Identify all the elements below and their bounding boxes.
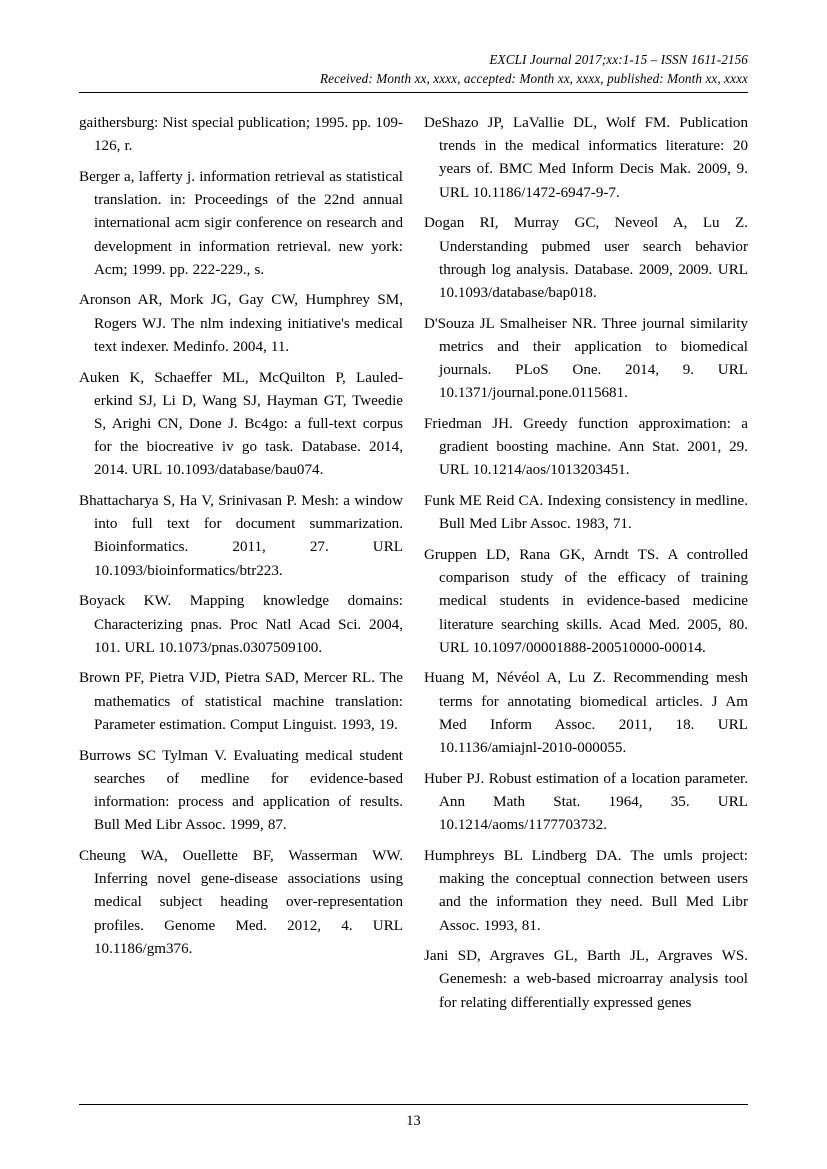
reference-entry: Boyack KW. Mapping knowledge domains: Characterizing pnas. Proc Natl Acad Sci. 2004, 101. URL 10.1073/pnas.0307509100. xyxy=(79,593,403,656)
right-column xyxy=(424,112,748,1087)
reference-entry: Aronson AR, Mork JG, Gay CW, Humphrey SM, Rogers WJ. The nlm indexing initiative's medical text indexer. Medinfo. 2004, 11. xyxy=(79,292,403,355)
reference-entry: Friedman JH. Greedy function approximation: a gradient boosting machine. Ann Stat. 2001, 29. URL 10.1214/aos/1013203451. xyxy=(424,415,748,479)
publication-dates-line: Received: Month xx, xxxx, accepted: Month xx, xxxx, published: Month xx, xxxx xyxy=(320,71,748,86)
journal-citation-line: EXCLI Journal 2017;xx:1-15 – ISSN 1611-2156 xyxy=(489,52,748,67)
reference-entry: Bhattacharya S, Ha V, Srinivasan P. Mesh: a window into full text for document summarization. Bioinformatics. 2011, 27. URL 10.1093/bioinformatics/btr223. xyxy=(79,493,403,579)
reference-entry: Gruppen LD, Rana GK, Arndt TS. A controlled comparison study of the efficacy of training medical students in evidence-based medicine literature searching skills. Acad Med. 2005, 80. URL 10.1097/00001888-200510000-00014. xyxy=(424,546,748,656)
reference-entry: Huber PJ. Robust estimation of a location parameter. Ann Math Stat. 1964, 35. URL 10.1214/aoms/1177703732. xyxy=(424,770,748,834)
reference-entry: DeShazo JP, LaVallie DL, Wolf FM. Publication trends in the medical informatics literature: 20 years of. BMC Med Inform Decis Mak. 2009, 9. URL 10.1186/1472-6947-9-7. xyxy=(424,115,748,201)
reference-entry: Funk ME Reid CA. Indexing consistency in medline. Bull Med Libr Assoc. 1983, 71. xyxy=(424,493,748,533)
reference-entry: gaithersburg: Nist special publication; 1995. pp. 109-126, r. xyxy=(79,115,403,155)
reference-entry: Berger a, lafferty j. information retrieval as statistical translation. in: Proceedings of the 22nd annual international acm sigir conference on research and development in information retrieval. new york: Acm; 1999. pp. 222-229., s. xyxy=(79,168,403,278)
reference-entry: Brown PF, Pietra VJD, Pietra SAD, Mercer RL. The mathematics of statistical machine translation: Parameter estimation. Comput Linguist. 1993, 19. xyxy=(79,670,403,733)
header-divider-rule xyxy=(79,92,748,93)
reference-entry: Auken K, Schaeffer ML, McQuilton P, Lauled-erkind SJ, Li D, Wang SJ, Hayman GT, Tweedie S, Arighi CN, Done J. Bc4go: a full-text corpus for the biocreative iv go task. Database. 2014, 2014. URL 10.1093/database/bau074. xyxy=(79,369,403,479)
reference-entry: Jani SD, Argraves GL, Barth JL, Argraves WS. Genemesh: a web-based microarray analysis tool for relating differentially expressed genes xyxy=(424,948,748,1011)
reference-entry: Cheung WA, Ouellette BF, Wasserman WW. Inferring novel gene-disease associations using medical subject heading over-representation profiles. Genome Med. 2012, 4. URL 10.1186/gm376. xyxy=(79,847,403,957)
reference-entry: Huang M, Névéol A, Lu Z. Recommending mesh terms for annotating biomedical articles. J Am Med Inform Assoc. 2011, 18. URL 10.1136/amiajnl-2010-000055. xyxy=(424,670,748,757)
reference-entry: Humphreys BL Lindberg DA. The umls project: making the conceptual connection between users and the information they need. Bull Med Libr Assoc. 1993, 81. xyxy=(424,847,748,934)
reference-entry: Dogan RI, Murray GC, Neveol A, Lu Z. Understanding pubmed user search behavior through log analysis. Database. 2009, 2009. URL 10.1093/database/bap018. xyxy=(424,215,748,301)
running-head xyxy=(79,50,748,88)
references-body xyxy=(79,112,748,1087)
reference-entry: Burrows SC Tylman V. Evaluating medical student searches of medline for evidence-based information: process and application of results. Bull Med Libr Assoc. 1999, 87. xyxy=(79,747,403,834)
reference-entry: D'Souza JL Smalheiser NR. Three journal similarity metrics and their application to biomedical journals. PLoS One. 2014, 9. URL 10.1371/journal.pone.0115681. xyxy=(424,315,748,402)
page-number: 13 xyxy=(406,1113,421,1129)
left-column xyxy=(79,112,403,1087)
footer-divider-rule xyxy=(79,1104,748,1105)
